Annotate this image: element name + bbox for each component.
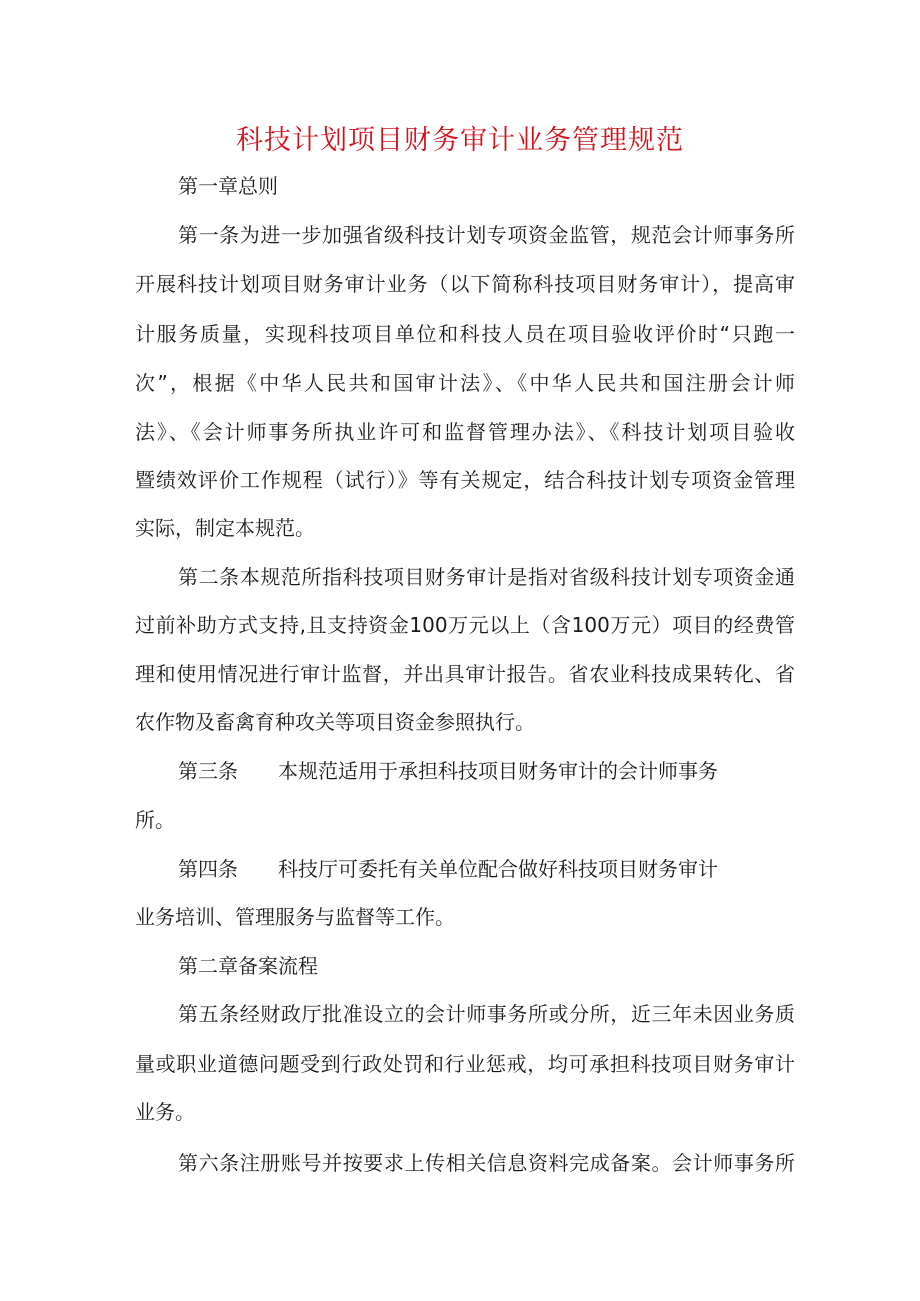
article-4-text: 科技厅可委托有关单位配合做好科技项目财务审计 [278, 857, 718, 881]
article-3-line-2: 所。 [135, 808, 175, 832]
chapter-1-heading: 第一章总则 [178, 174, 278, 198]
article-4-line-1 [178, 855, 795, 883]
article-1-line-2: 开展科技计划项目财务审计业务（以下简称科技项目财务审计），提高审 [135, 272, 795, 296]
article-2-line-4: 农作物及畜禽育种攻关等项目资金参照执行。 [135, 710, 535, 734]
article-1-line-6: 暨绩效评价工作规程（试行）》等有关规定，结合科技计划专项资金管理 [135, 468, 795, 492]
chapter-2-heading: 第二章备案流程 [178, 954, 318, 978]
article-4-line-2: 业务培训、管理服务与监督等工作。 [135, 905, 455, 929]
article-1-line-7: 实际，制定本规范。 [135, 516, 315, 540]
article-3-label: 第三条 [178, 759, 238, 783]
article-4-label: 第四条 [178, 857, 238, 881]
article-6-line-1: 第六条注册账号并按要求上传相关信息资料完成备案。会计师事务所 [178, 1151, 795, 1175]
article-5-line-3: 业务。 [135, 1100, 195, 1124]
article-1-line-3: 计服务质量，实现科技项目单位和科技人员在项目验收评价时“只跑一 [135, 322, 795, 346]
article-3-line-1 [178, 757, 795, 785]
document-title: 科技计划项目财务审计业务管理规范 [236, 125, 684, 156]
article-1-line-1: 第一条为进一步加强省级科技计划专项资金监管，规范会计师事务所 [178, 223, 795, 247]
article-5-line-1: 第五条经财政厅批准设立的会计师事务所或分所，近三年未因业务质 [178, 1002, 795, 1026]
article-1-line-4: 次”，根据《中华人民共和国审计法》、《中华人民共和国注册会计师 [135, 371, 795, 395]
article-1-line-5: 法》、《会计师事务所执业许可和监督管理办法》、《科技计划项目验收 [135, 420, 795, 444]
article-5-line-2: 量或职业道德问题受到行政处罚和行业惩戒，均可承担科技项目财务审计 [135, 1052, 795, 1076]
article-2-line-3: 理和使用情况进行审计监督，并出具审计报告。省农业科技成果转化、省 [135, 662, 795, 686]
article-2-line-1: 第二条本规范所指科技项目财务审计是指对省级科技计划专项资金通 [178, 565, 795, 589]
article-2-line-2: 过前补助方式支持,且支持资金100万元以上（含100万元）项目的经费管 [135, 613, 795, 637]
article-3-text: 本规范适用于承担科技项目财务审计的会计师事务 [278, 759, 718, 783]
